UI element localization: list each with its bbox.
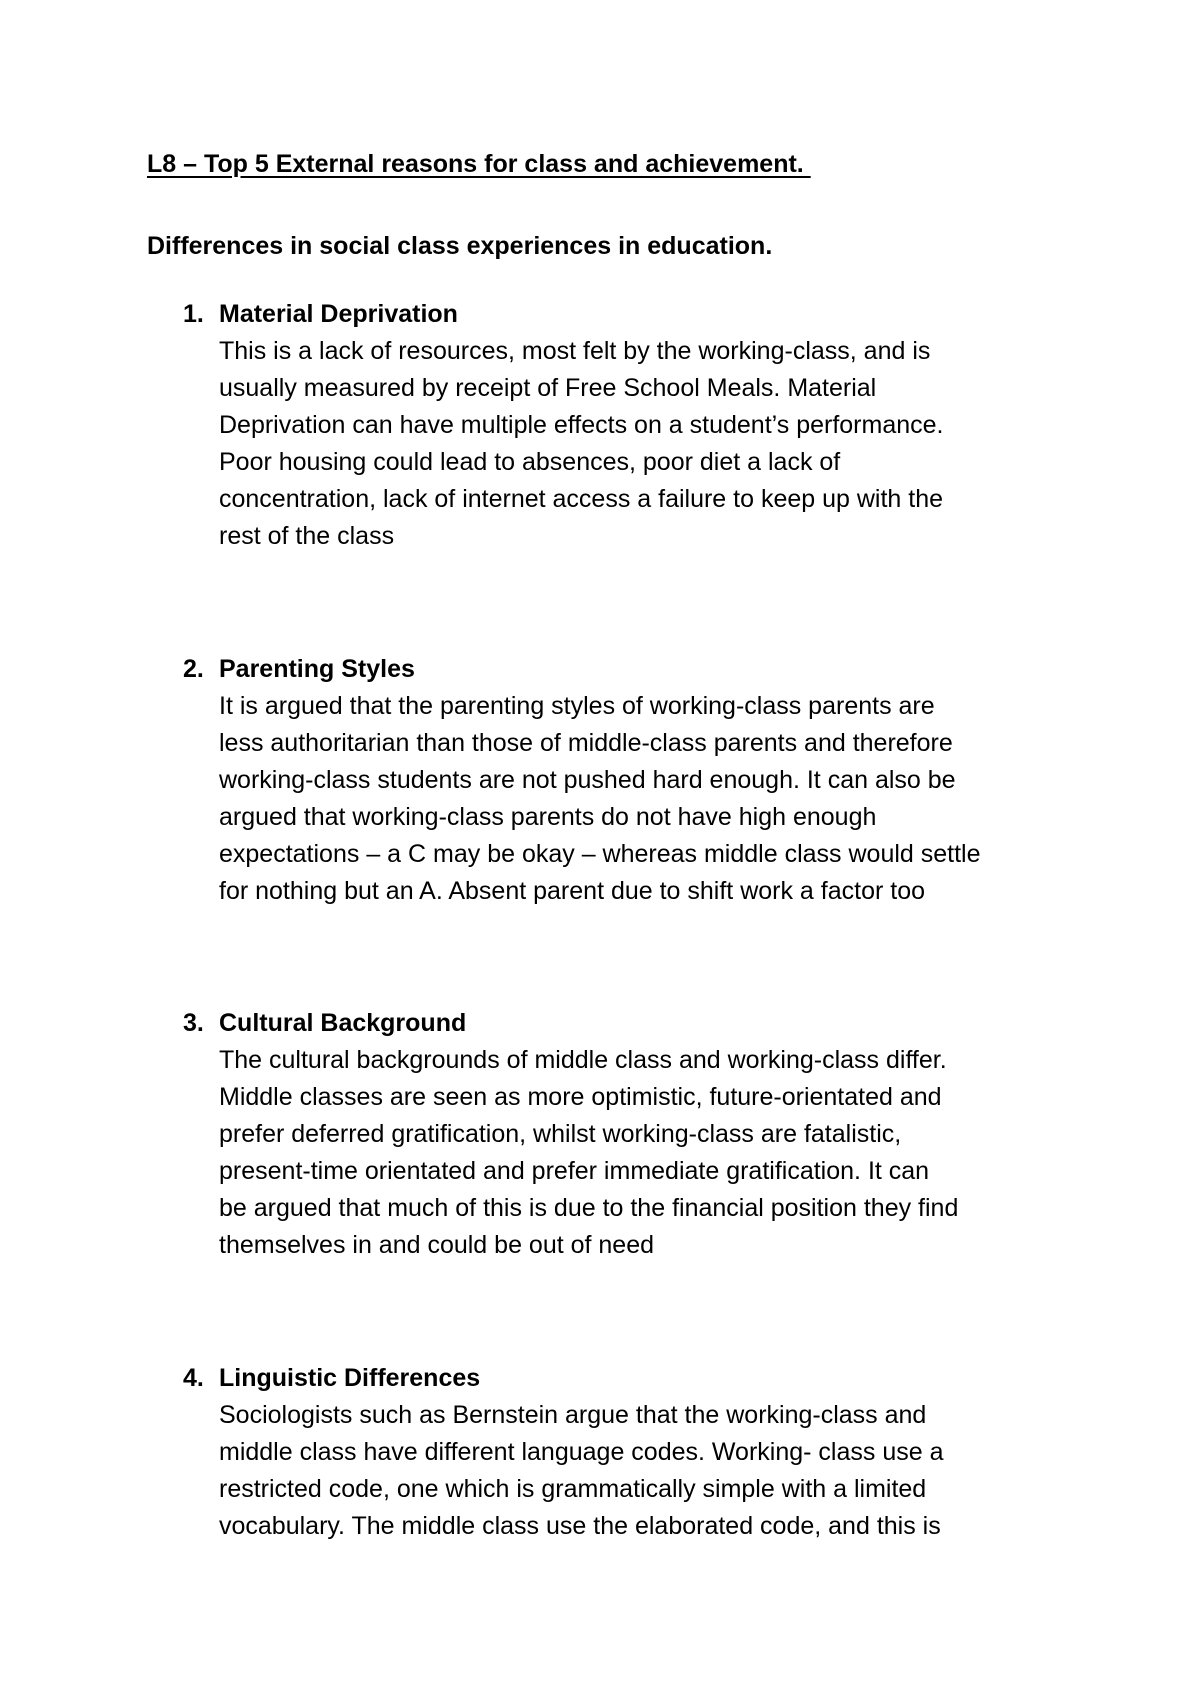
body-line: for nothing but an A. Absent parent due to shift work a factor too (219, 877, 926, 905)
body-line: prefer deferred gratification, whilst working-class are fatalistic, (219, 1120, 902, 1148)
section-heading: Linguistic Differences (219, 1364, 481, 1392)
body-line: working-class students are not pushed hard enough. It can also be (219, 766, 956, 794)
body-line: rest of the class (219, 522, 395, 550)
section-heading: Material Deprivation (219, 300, 458, 328)
section-body (219, 1397, 1119, 1545)
body-line: middle class have different language codes. Working- class use a (219, 1438, 944, 1466)
body-line: expectations – a C may be okay – whereas middle class would settle (219, 840, 981, 868)
body-line: vocabulary. The middle class use the elaborated code, and this is (219, 1512, 941, 1540)
body-line: usually measured by receipt of Free School Meals. Material (219, 374, 877, 402)
body-line: This is a lack of resources, most felt by the working-class, and is (219, 337, 931, 365)
body-line: The cultural backgrounds of middle class and working-class differ. (219, 1046, 947, 1074)
body-line: It is argued that the parenting styles of working-class parents are (219, 692, 935, 720)
body-line: Middle classes are seen as more optimistic, future-orientated and (219, 1083, 942, 1111)
section-number: 3. (183, 1009, 204, 1037)
document-subtitle: Differences in social class experiences in education. (147, 232, 773, 260)
body-line: concentration, lack of internet access a failure to keep up with the (219, 485, 944, 513)
body-line: restricted code, one which is grammatically simple with a limited (219, 1475, 927, 1503)
body-line: themselves in and could be out of need (219, 1231, 655, 1259)
body-line: be argued that much of this is due to the financial position they find (219, 1194, 959, 1222)
section-number: 2. (183, 655, 204, 683)
body-line: present-time orientated and prefer immediate gratification. It can (219, 1157, 930, 1185)
body-line: Deprivation can have multiple effects on a student’s performance. (219, 411, 944, 439)
document-title: L8 – Top 5 External reasons for class and achievement. (147, 150, 811, 178)
section-body (219, 333, 1119, 555)
section-body (219, 688, 1119, 910)
section-heading: Parenting Styles (219, 655, 415, 683)
body-line: Poor housing could lead to absences, poor diet a lack of (219, 448, 841, 476)
section-number: 4. (183, 1364, 204, 1392)
section-heading: Cultural Background (219, 1009, 467, 1037)
body-line: Sociologists such as Bernstein argue that the working-class and (219, 1401, 927, 1429)
body-line: less authoritarian than those of middle-class parents and therefore (219, 729, 953, 757)
section-number: 1. (183, 300, 204, 328)
section-body (219, 1042, 1119, 1264)
body-line: argued that working-class parents do not have high enough (219, 803, 877, 831)
